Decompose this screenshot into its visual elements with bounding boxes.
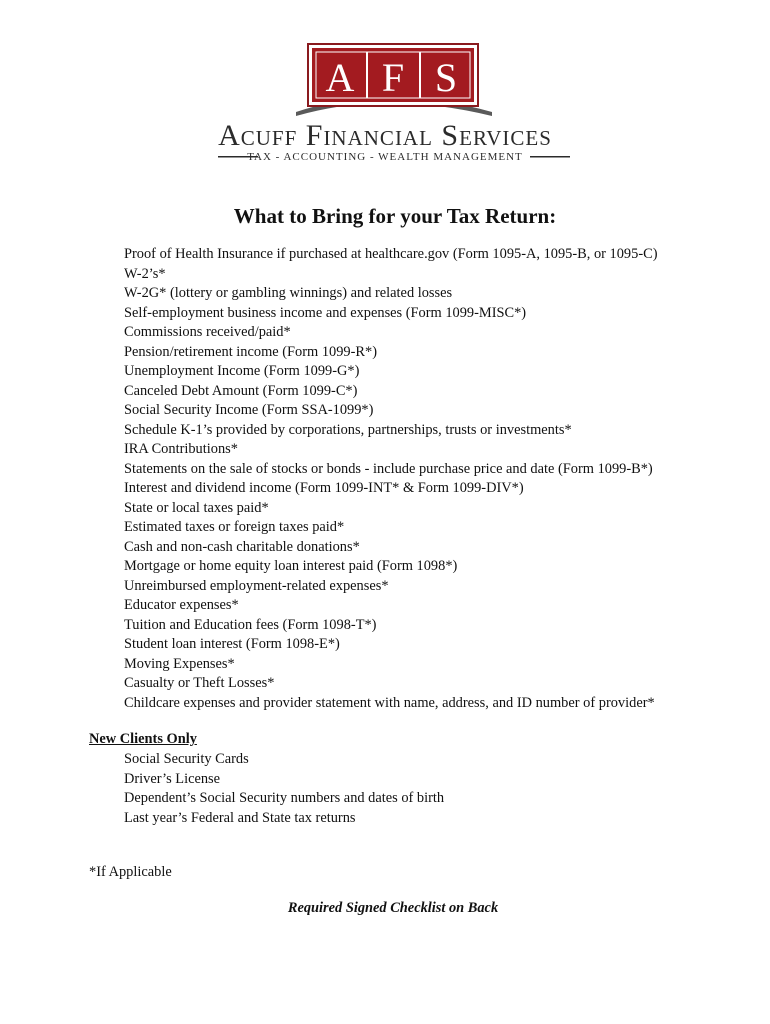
list-item: Cash and non-cash charitable donations*: [124, 538, 360, 555]
list-item: Tuition and Education fees (Form 1098-T*): [124, 616, 377, 633]
list-item: Proof of Health Insurance if purchased at healthcare.gov (Form 1095-A, 1095-B, or 1095-C): [124, 246, 658, 262]
list-item: Self-employment business income and expenses (Form 1099-MISC*): [124, 304, 527, 321]
list-item: Unemployment Income (Form 1099-G*): [124, 363, 360, 379]
afs-logo: [0, 0, 770, 175]
company-tagline: TAX - ACCOUNTING - WEALTH MANAGEMENT: [247, 151, 523, 163]
list-item: Educator expenses*: [124, 597, 239, 613]
list-item: Casualty or Theft Losses*: [124, 675, 275, 691]
new-client-list-item: Last year’s Federal and State tax returns: [124, 809, 356, 826]
company-name: Acuff Financial Services: [218, 119, 552, 152]
logo-letter-s: S: [434, 55, 458, 100]
list-item: Pension/retirement income (Form 1099-R*): [124, 343, 377, 360]
page-title: What to Bring for your Tax Return:: [233, 204, 557, 228]
list-item: Unreimbursed employment-related expenses*: [124, 577, 389, 594]
new-clients-list: [124, 750, 444, 828]
footnote: *If Applicable: [89, 864, 172, 880]
list-item: Statements on the sale of stocks or bonds - include purchase price and date (Form 1099-B*): [124, 460, 653, 477]
list-item: Interest and dividend income (Form 1099-INT* & Form 1099-DIV*): [124, 480, 524, 496]
list-item: W-2G* (lottery or gambling winnings) and related losses: [124, 285, 453, 301]
checklist: [124, 245, 658, 713]
required-note: Required Signed Checklist on Back: [287, 900, 499, 916]
list-item: Mortgage or home equity loan interest paid (Form 1098*): [124, 558, 458, 574]
logo-letter-a: A: [325, 55, 355, 100]
list-item: State or local taxes paid*: [124, 499, 269, 516]
list-item: IRA Contributions*: [124, 441, 238, 457]
new-clients-heading: New Clients Only: [89, 731, 197, 747]
list-item: Childcare expenses and provider statement with name, address, and ID number of provider*: [124, 694, 655, 711]
list-item: Commissions received/paid*: [124, 324, 291, 340]
list-item: Moving Expenses*: [124, 655, 235, 672]
list-item: Estimated taxes or foreign taxes paid*: [124, 519, 345, 535]
list-item: Social Security Income (Form SSA-1099*): [124, 402, 374, 418]
list-item: Student loan interest (Form 1098-E*): [124, 636, 340, 652]
list-item: W-2’s*: [124, 265, 166, 282]
list-item: Canceled Debt Amount (Form 1099-C*): [124, 382, 358, 399]
list-item: Schedule K-1’s provided by corporations, partnerships, trusts or investments*: [124, 421, 572, 438]
new-client-list-item: Social Security Cards: [124, 751, 249, 767]
new-client-list-item: Driver’s License: [124, 770, 221, 787]
logo-letter-f: F: [381, 55, 405, 100]
new-client-list-item: Dependent’s Social Security numbers and dates of birth: [124, 790, 445, 806]
